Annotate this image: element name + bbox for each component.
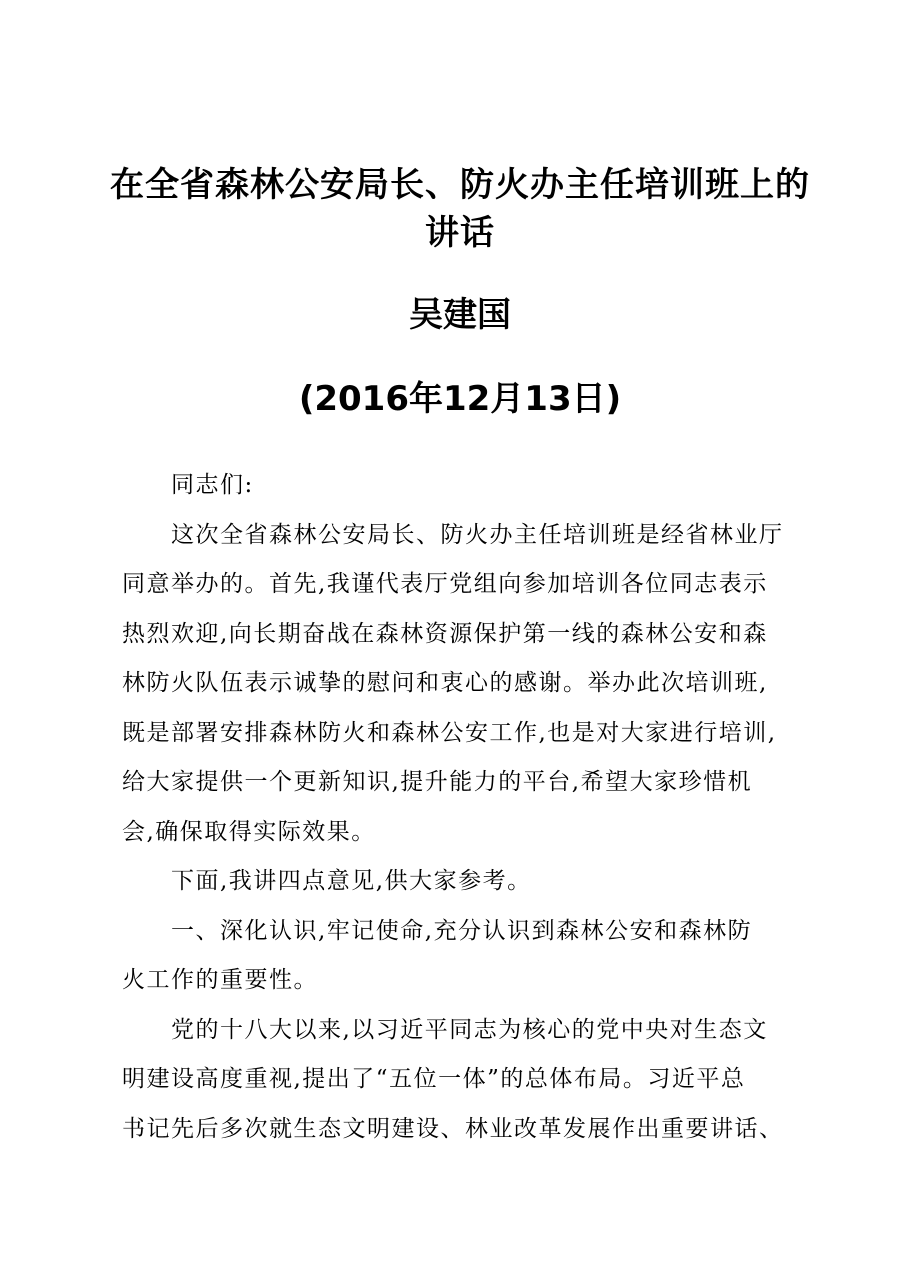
section-heading-line: 火工作的重要性。 [122,967,318,993]
document-title-line-1: 在全省森林公安局长、防火办主任培训班上的 [110,165,810,205]
salutation: 同志们: [171,472,254,498]
paragraph-line: 既是部署安排森林防火和森林公安工作,也是对大家进行培训, [122,719,777,746]
paragraph-line: 会,确保取得实际效果。 [122,818,376,845]
paragraph-line: 书记先后多次就生态文明建设、林业改革发展作出重要讲话、 [122,1115,784,1142]
paragraph-line: 同意举办的。首先,我谨代表厅党组向参加培训各位同志表示 [122,571,768,597]
paragraph-line: 下面,我讲四点意见,供大家参考。 [171,868,532,894]
paragraph-line: 林防火队伍表示诚挚的慰问和衷心的感谢。举办此次培训班, [122,670,768,696]
speech-date: (2016年12月13日) [298,379,622,419]
paragraph-line: 这次全省森林公安局长、防火办主任培训班是经省林业厅 [171,521,784,548]
section-heading-line: 一、深化认识,牢记使命,充分认识到森林公安和森林防 [171,917,753,944]
document-body [122,461,812,1154]
paragraph-line: 党的十八大以来,以习近平同志为核心的党中央对生态文 [171,1016,768,1043]
paragraph-line: 给大家提供一个更新知识,提升能力的平台,希望大家珍惜机 [122,769,753,795]
paragraph-line: 明建设高度重视,提出了“五位一体”的总体布局。习近平总 [122,1066,746,1092]
paragraph-line: 热烈欢迎,向长期奋战在森林资源保护第一线的森林公安和森 [122,620,768,647]
speaker-name: 吴建国 [409,295,511,335]
document-title-line-2: 讲话 [425,213,495,253]
